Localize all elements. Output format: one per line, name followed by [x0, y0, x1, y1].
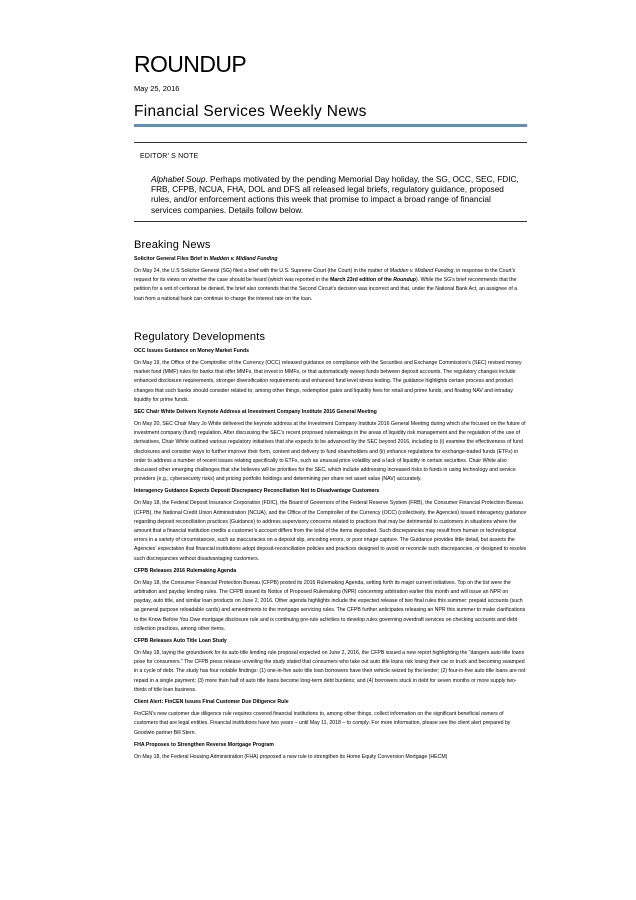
item-heading: [134, 256, 527, 263]
item-body: On May 20, SEC Chair Mary Jo White delivered the keynote address at the Investment Company Institute 2016 General Meeting during which she focused on the future of investment company (fund) regulation. After discussing the SEC’s recent proposed rulemakings in the areas of liquidity risk management and the regulation of the use of derivatives, Chair White outlined various regulatory initiatives that she expects to be advanced by the SEC beyond 2016, including to (i) examine the effectiveness of fund disclosures and consider ways to further improve their form, content and delivery to fund shareholders and (ii) enhance regulations for exchange-traded funds (ETFs) in order to address a number of recent issues relating specifically to ETFs, such as unusual price volatility and a lack of liquidity in certain securities. Chair White also discussed other emerging challenges that she believes will be priorities for the SEC, which include addressing increased risks to funds in using technology and service providers (e.g., cybersecurity risks) and pricing portfolio holdings and determining per share net asset value (NAV) accurately.: [134, 421, 526, 483]
editors-note-label: EDITOR’ S NOTE: [140, 153, 199, 160]
item-heading: FHA Proposes to Strengthen Reverse Mortgage Program: [134, 741, 274, 748]
body-text: On May 24, the U.S Solicitor General (SG) filed a brief with the U.S. Supreme Court (the Court) in the matter of: [134, 268, 390, 274]
case-name: Madden v. Midland Funding: [389, 268, 454, 274]
edition-reference: [330, 277, 416, 283]
item-body: [134, 267, 527, 304]
item-heading-text: Solicitor General Files Brief in: [134, 256, 210, 262]
regulatory-developments-section: [134, 330, 527, 766]
masthead: ROUNDUP: [134, 51, 247, 77]
item-heading: SEC Chair White Delivers Keynote Address at Investment Company Institute 2016 General Meeting: [134, 409, 377, 416]
item-heading: CFPB Releases 2016 Rulemaking Agenda: [134, 567, 237, 574]
item-body: On May 18, the Consumer Financial Protection Bureau (CFPB) posted its 2016 Rulemaking Agenda, setting forth its major current initiatives. Top on the list were the arbitration and payday lending rules. The CFPB issued its Notice of Proposed Rulemaking (NPR) concerning arbitration earlier this month and will issue an NPR on payday, auto title, and similar loan products on June 2, 2016. Other agenda highlights include the expected release of two final rules this summer: prepaid accounts (such as general purpose reloadable cards) and amendments to the mortgage servicing rules. The CFPB further anticipates releasing an NPR this summer to make clarifications to the Know Before You Owe mortgage disclosure rule and is continuing pre-rule activities to develop rules governing overdraft services on checking accounts and debt collection practices, among other items.: [134, 579, 526, 632]
item-heading: OCC Issues Guidance on Money Market Funds: [134, 348, 250, 354]
editors-note-body: . Perhaps motivated by the pending Memorial Day holiday, the SG, OCC, SEC, FDIC, FRB, CFPB, NCUA, FHA, DOL and DFS all released legal briefs, regulatory guidance, proposed rules, and/or enforcement actions this week that promise to impact a broad range of financial services companies. Details follow below.: [151, 174, 519, 215]
item-heading: CFPB Releases Auto Title Loan Study: [134, 638, 227, 645]
item-body: On May 18, the Federal Deposit Insurance Corporation (FDIC), the Board of Governors of the Federal Reserve System (FRB), the Consumer Financial Protection Bureau (CFPB), the National Credit Union Administration (NCUA), and the Office of the Comptroller of the Currency (OCC) (collectively, the Agencies) issued interagency guidance regarding deposit reconciliation practices (Guidance) to address supervisory concerns related to practices that may be detrimental to customers in situations where the amount that a financial institution credits a customer’s account differs from the total of the items deposited. Such discrepancies may result from human or technological errors in a variety of circumstances, such as inaccuracies on a deposit slip, encoding errors, or poor image capture. The Guidance provides little detail, but asserts the Agencies’ expectation that financial institutions adopt deposit-reconciliation policies and practices designed to avoid or reconcile such discrepancies, or designed to resolve such discrepancies without disadvantaging customers.: [134, 500, 527, 562]
editors-note-lead: Alphabet Soup: [151, 174, 206, 184]
item-body: FinCEN’s new customer due diligence rule requires covered financial institutions to, among other things, collect information on the significant beneficial owners of customers that are legal entities. Financial institutions have two years – until May 11, 2018 – to comply. For more information, please see the client alert prepared by Goodwin partner Bill Stern.: [134, 711, 511, 736]
section-heading: Regulatory Developments: [134, 331, 266, 343]
body-text: , in response to the Court’s request for its views on whether the case should be heard (which was reported in the: [134, 268, 516, 284]
case-name: Madden v. Midland Funding: [209, 256, 278, 262]
issue-date: May 25, 2016: [134, 84, 180, 93]
item-body: On May 19, the Office of the Comptroller of the Currency (OCC) released guidance on compliance with the Securities and Exchange Commission’s (SEC) revised money market fund (MMF) rules for banks that offer MMFs, that invest in MMFs, or that automatically sweep funds between deposit accounts. The regulatory changes include enhanced disclosure requirements, stronger diversification requirements and enhanced fund level stress testing. The guidance highlights certain process and product changes that such banks should consider related to, among other things, redemption gates and liquidity fees for retail and prime funds, and floating NAV and intraday liquidity for prime funds.: [134, 360, 522, 403]
editors-note-bottom-rule: [134, 221, 527, 222]
publication-title: Financial Services Weekly News: [134, 103, 367, 120]
item-heading: Client Alert: FinCEN Issues Final Customer Due Diligence Rule: [134, 699, 289, 706]
title-rule: [134, 124, 527, 127]
item-heading: Interagency Guidance Expects Deposit Discrepancy Reconciliation Not to Disadvantage Customers: [134, 488, 380, 495]
editors-note-text: [151, 174, 519, 215]
editors-note-top-rule: [134, 142, 527, 143]
item-body: On May 18, laying the groundwork for its auto title lending rule proposal expected on June 2, 2016, the CFPB issued a new report highlighting the “dangers auto title loans pose for consumers.” The CFPB press release unveiling the study stated that consumers who take out auto title loans risk losing their car or truck and becoming swamped in a cycle of debt. The study has four notable findings: (1) one-in-five auto title loan borrowers have their vehicle seized by the lender; (2) four-in-five auto title loans are not repaid in a single payment; (3) more than half of auto title loans become long-term debt burdens; and (4) borrowers stuck in debt for seven months or more supply two-thirds of title loan business.: [134, 650, 526, 693]
breaking-news-section: [134, 238, 527, 308]
section-heading: Breaking News: [134, 239, 211, 251]
edition-reference-roundup: Roundup: [393, 277, 416, 284]
edition-reference-text: March 23rd edition of the: [330, 277, 394, 284]
item-body: On May 18, the Federal Housing Administration (FHA) proposed a new rule to strengthen its Home Equity Conversion Mortgage (HECM): [134, 753, 448, 760]
body-text: ). While the SG’s brief recommends that the petition for a writ of certiorari be denied, the brief also contends that the Second Circuit’s decision was incorrect and that, under the National Bank Act, an assignee of a loan from a national bank can continue to charge the interest rate on the loan.: [134, 277, 518, 302]
